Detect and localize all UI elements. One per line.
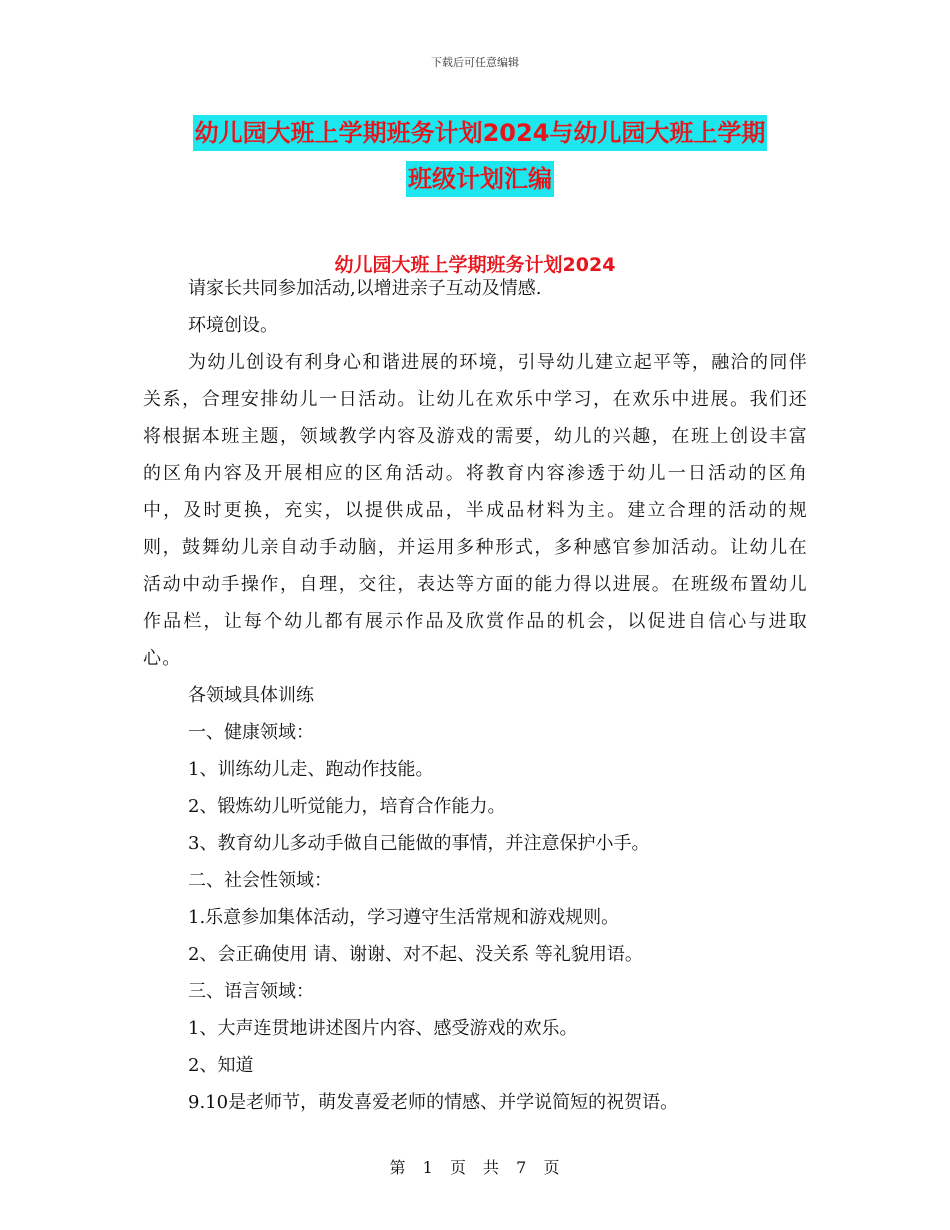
- paragraph-environment: 为幼儿创设有利身心和谐进展的环境，引导幼儿建立起平等，融洽的同伴关系，合理安排幼儿一日活动。让幼儿在欢乐中学习，在欢乐中进展。我们还将根据本班主题，领域教学内容及游戏的需要，幼儿的兴趣，在班上创设丰富的区角内容及开展相应的区角活动。将教育内容渗透于幼儿一日活动的区角中，及时更换，充实，以提供成品，半成品材料为主。建立合理的活动的规则，鼓舞幼儿亲自动手动脑，并运用多种形式，多种感官参加活动。让幼儿在活动中动手操作，自理，交往，表达等方面的能力得以进展。在班级布置幼儿作品栏，让每个幼儿都有展示作品及欣赏作品的机会，以促进自信心与进取心。: [143, 352, 808, 669]
- footer-total-word: 页: [543, 1158, 561, 1177]
- list-item: 3、教育幼儿多动手做自己能做的事情，并注意保护小手。: [188, 833, 650, 854]
- list-item: 二、社会性领域：: [188, 870, 332, 891]
- list-item: 1、大声连贯地讲述图片内容、感受游戏的欢乐。: [188, 1018, 578, 1039]
- page-footer: [0, 1155, 950, 1178]
- text-line: 请家长共同参加活动,以增进亲子互动及情感.: [188, 278, 542, 299]
- list-item: 2、锻炼幼儿听觉能力，培育合作能力。: [188, 796, 506, 817]
- footer-total-label: 共: [483, 1158, 501, 1177]
- list-item: 2、会正确使用 请、谢谢、对不起、没关系 等礼貌用语。: [188, 944, 643, 965]
- list-item: 2、知道: [188, 1055, 254, 1076]
- footer-page-number: 1: [422, 1158, 434, 1177]
- section-title: 幼儿园大班上学期班务计划2024: [334, 254, 616, 276]
- list-item: 9.10是老师节，萌发喜爱老师的情感、并学说简短的祝贺语。: [188, 1092, 679, 1113]
- header-note: 下载后可任意编辑: [431, 56, 519, 69]
- list-item: 1、训练幼儿走、跑动作技能。: [188, 759, 434, 780]
- list-item: 三、语言领域：: [188, 981, 314, 1002]
- title-line-2: 班级计划汇编: [406, 161, 554, 197]
- list-item: 1.乐意参加集体活动，学习遵守生活常规和游戏规则。: [188, 907, 620, 928]
- title-line-1: 幼儿园大班上学期班务计划2024与幼儿园大班上学期: [193, 115, 768, 151]
- footer-total-number: 7: [516, 1158, 528, 1177]
- list-item: 一、健康领域：: [188, 722, 314, 743]
- document-title: [140, 110, 820, 202]
- footer-page-label: 第: [389, 1158, 407, 1177]
- footer-page-word: 页: [449, 1158, 467, 1177]
- list-item: 各领域具体训练: [188, 685, 314, 706]
- text-line: 环境创设。: [188, 315, 278, 336]
- body-text: [143, 270, 808, 1121]
